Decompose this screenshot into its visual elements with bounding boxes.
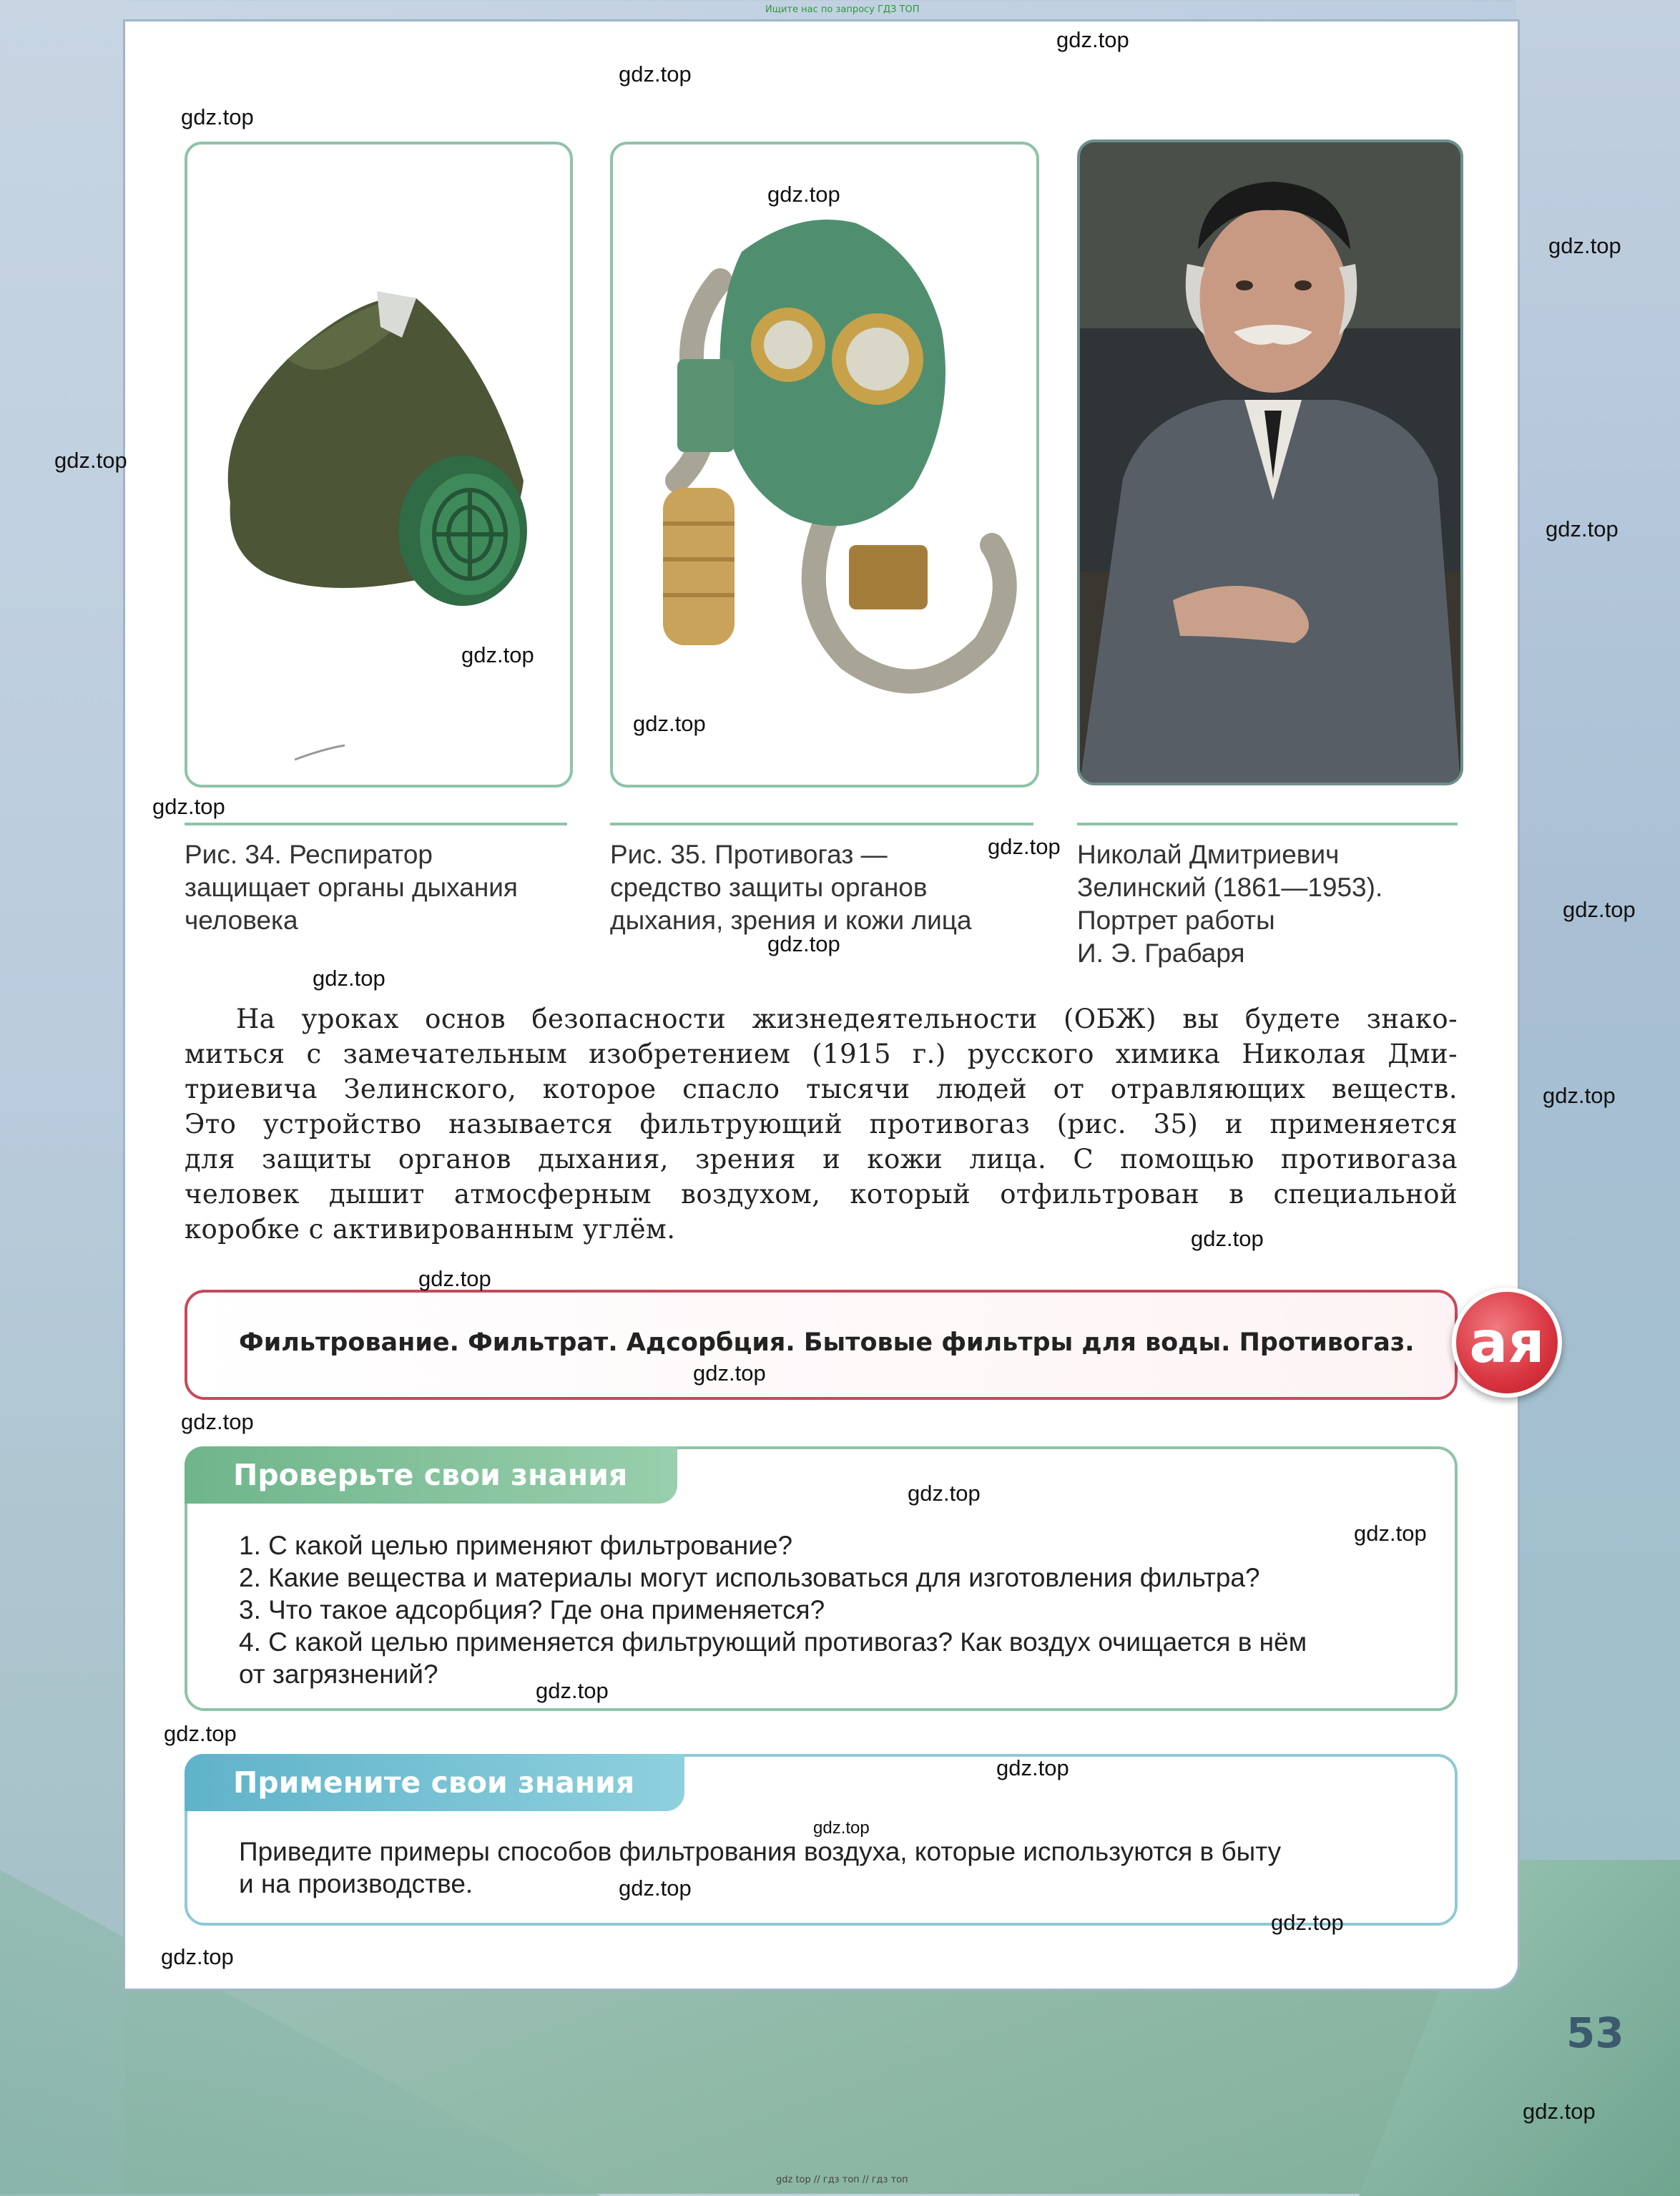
caption-line: Зелинский (1861—1953). <box>1077 873 1383 902</box>
watermark-label: gdz.top <box>461 642 534 667</box>
watermark-label: gdz.top <box>536 1678 609 1703</box>
question-item: 3. Что такое адсорбция? Где она применяется? <box>239 1595 825 1624</box>
caption-line: И. Э. Грабаря <box>1077 938 1245 968</box>
right-background <box>1516 0 1680 1931</box>
task-line: Приведите примеры способов фильтрования воздуха, которые используются в быту <box>239 1837 1282 1866</box>
page-number: 53 <box>1566 2009 1624 2057</box>
check-knowledge-questions <box>239 1529 1307 1690</box>
caption-separator-3 <box>1077 823 1458 825</box>
caption-separator-1 <box>185 823 567 825</box>
watermark-label: gdz.top <box>1563 897 1636 922</box>
watermark-label: gdz.top <box>161 1944 234 1969</box>
respirator-icon <box>187 144 570 785</box>
caption-line: Рис. 34. Респиратор <box>185 840 433 869</box>
watermark-label: gdz.top <box>988 834 1061 859</box>
watermark-label: gdz.top <box>181 1409 254 1434</box>
check-knowledge-title: Проверьте свои знания <box>185 1446 677 1504</box>
watermark-label: gdz.top <box>693 1361 766 1386</box>
caption-line: Рис. 35. Противогаз — <box>610 840 888 869</box>
body-line: триевича Зелинского, которое спасло тысячи людей от отравляющих веществ. <box>185 1074 1458 1104</box>
portrait-figure <box>1077 139 1463 785</box>
question-item: 1. С какой целью применяют фильтрование? <box>239 1531 793 1560</box>
caption-line: Николай Дмитриевич <box>1077 840 1340 869</box>
figure-34-caption <box>185 838 518 937</box>
body-line: Это устройство называется фильтрующий противогаз (рис. 35) и применяется <box>185 1109 1458 1139</box>
watermark-label: gdz.top <box>813 1818 870 1838</box>
caption-line: Портрет работы <box>1077 906 1275 935</box>
task-line: и на производстве. <box>239 1869 473 1898</box>
watermark-label: gdz.top <box>1543 1083 1616 1108</box>
bottom-watermark: gdz top // гдз топ // гдз топ <box>776 2175 908 2185</box>
caption-line: дыхания, зрения и кожи лица <box>610 906 972 935</box>
caption-line: защищает органы дыхания <box>185 873 518 902</box>
watermark-label: gdz.top <box>1546 516 1618 541</box>
question-item: 4. С какой целью применяется фильтрующий противогаз? Как воздух очищается в нём <box>239 1627 1307 1657</box>
watermark-label: gdz.top <box>54 448 127 473</box>
caption-line: средство защиты органов <box>610 873 928 902</box>
check-knowledge-box <box>185 1446 1458 1711</box>
left-background <box>0 0 125 2194</box>
watermark-label: gdz.top <box>767 182 840 207</box>
watermark-label: gdz.top <box>1191 1226 1264 1251</box>
body-paragraph <box>185 1001 1458 1247</box>
watermark-label: gdz.top <box>181 104 254 129</box>
watermark-label: gdz.top <box>1056 27 1129 52</box>
watermark-label: gdz.top <box>164 1721 237 1746</box>
gas-mask-icon <box>613 144 1036 785</box>
portrait-caption <box>1077 838 1382 970</box>
watermark-label: gdz.top <box>1548 233 1621 258</box>
body-line: человек дышит атмосферным воздухом, который отфильтрован в специальной <box>185 1179 1458 1210</box>
respirator-figure <box>185 142 573 788</box>
gas-mask-figure <box>610 142 1039 788</box>
body-line: миться с замечательным изобретением (1915 г.) русского химика Николая Дми- <box>185 1039 1458 1069</box>
question-item: 2. Какие вещества и материалы могут использоваться для изготовления фильтра? <box>239 1563 1260 1592</box>
watermark-label: gdz.top <box>633 711 706 736</box>
figure-35-caption <box>610 838 972 937</box>
apply-knowledge-title: Примените свои знания <box>185 1754 684 1811</box>
key-terms-badge-icon: ая <box>1452 1288 1562 1398</box>
key-terms-text: Фильтрование. Фильтрат. Адсорбция. Бытовые фильтры для воды. Противогаз. <box>239 1328 1415 1357</box>
key-terms-box <box>185 1290 1458 1400</box>
watermark-label: gdz.top <box>1271 1910 1344 1935</box>
top-watermark: Ищите нас по запросу ГДЗ ТОП <box>765 4 920 15</box>
watermark-label: gdz.top <box>619 62 692 87</box>
apply-knowledge-task <box>239 1835 1281 1900</box>
watermark-label: gdz.top <box>1354 1521 1427 1546</box>
watermark-label: gdz.top <box>1523 2099 1596 2124</box>
portrait-icon <box>1080 142 1460 783</box>
body-line: На уроках основ безопасности жизнедеятельности (ОБЖ) вы будете знако- <box>236 1004 1458 1034</box>
body-line: коробке с активированным углём. <box>185 1214 676 1245</box>
watermark-label: gdz.top <box>313 966 385 991</box>
watermark-label: gdz.top <box>996 1755 1069 1780</box>
caption-line: человека <box>185 906 298 935</box>
watermark-label: gdz.top <box>619 1876 692 1901</box>
caption-separator-2 <box>610 823 1033 825</box>
watermark-label: gdz.top <box>767 931 840 956</box>
apply-knowledge-box <box>185 1754 1458 1926</box>
watermark-label: gdz.top <box>418 1266 491 1291</box>
question-item: от загрязнений? <box>239 1660 438 1689</box>
watermark-label: gdz.top <box>908 1481 981 1506</box>
watermark-label: gdz.top <box>152 794 225 819</box>
body-line: для защиты органов дыхания, зрения и кожи лица. С помощью противогаза <box>185 1144 1458 1175</box>
